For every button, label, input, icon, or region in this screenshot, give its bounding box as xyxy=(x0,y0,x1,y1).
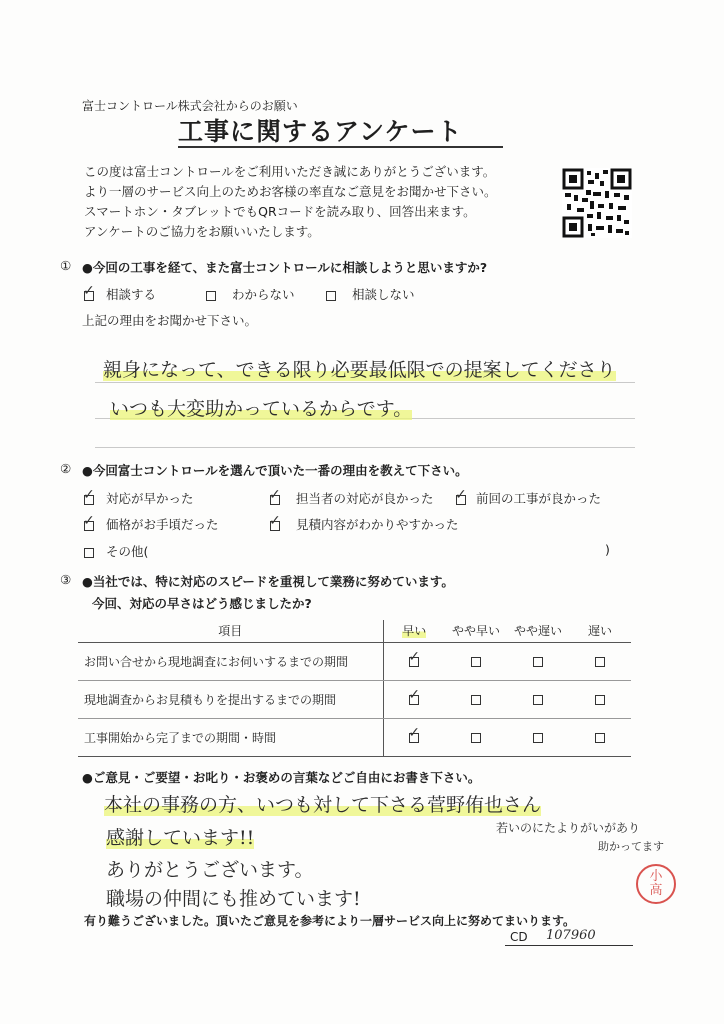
q3-number: ③ xyxy=(60,572,72,587)
checkbox[interactable] xyxy=(533,695,543,705)
personal-seal-stamp: 小 高 xyxy=(636,864,676,904)
checkbox-checked[interactable] xyxy=(270,495,280,505)
q2-option-staff[interactable] xyxy=(270,489,434,507)
column-header: やや早い xyxy=(445,620,507,642)
intro-line-4: アンケートのご協力をお願いいたします。 xyxy=(84,224,320,239)
table-row xyxy=(78,718,631,756)
column-header: やや遅い xyxy=(507,620,569,642)
q2-option-label: 見積内容がわかりやすかった xyxy=(295,517,459,532)
intro-line-3: スマートホン・タブレットでもQRコードを読み取り、回答出来ます。 xyxy=(84,204,476,219)
cd-underline xyxy=(505,945,633,946)
q1-reason-prompt: 上記の理由をお聞かせ下さい。 xyxy=(82,313,258,328)
footer-thanks: 有り難うございました。頂いたご意見を参考により一層サービス向上に努めてまいります。 xyxy=(84,914,576,928)
checkbox-checked[interactable] xyxy=(270,521,280,531)
checkbox[interactable] xyxy=(471,657,481,667)
checkbox[interactable] xyxy=(595,695,605,705)
q3-question-2: 今回、対応の早さはどう感じましたか? xyxy=(92,596,312,611)
q1-option-label: 相談する xyxy=(105,287,156,302)
q2-option-label: 対応が早かった xyxy=(105,491,194,506)
q4-side-note-2: 助かってます xyxy=(598,840,664,853)
q1-number: ① xyxy=(60,258,72,273)
q2-option-fast[interactable] xyxy=(84,489,194,507)
q2-option-label: 価格がお手頃だった xyxy=(105,517,219,532)
checkbox[interactable] xyxy=(595,733,605,743)
q1-option-no[interactable] xyxy=(326,285,415,303)
q4-answer-line-1: 本社の事務の方、いつも対して下さる菅野侑也さん xyxy=(104,794,542,816)
q4-side-note-1: 若いのにたよりがいがあり xyxy=(496,821,641,835)
q3-question: ●当社では、特に対応のスピードを重視して業務に努めています。 xyxy=(82,574,454,589)
checkbox[interactable] xyxy=(595,657,605,667)
checkbox[interactable] xyxy=(84,548,94,558)
checkbox[interactable] xyxy=(533,657,543,667)
checkbox-checked[interactable] xyxy=(84,495,94,505)
row-item: 工事開始から完了までの期間・時間 xyxy=(78,718,383,756)
q2-option-price[interactable] xyxy=(84,515,219,533)
column-header: 早い xyxy=(383,620,445,642)
q2-other-label: その他( xyxy=(105,544,149,559)
page-title: 工事に関するアンケート xyxy=(178,117,463,146)
q2-option-label: 前回の工事が良かった xyxy=(475,491,601,506)
q1-option-consult[interactable] xyxy=(84,285,156,303)
checkbox-checked[interactable] xyxy=(409,695,419,705)
checkbox[interactable] xyxy=(326,291,336,301)
cd-value: 107960 xyxy=(546,928,596,943)
cd-label: CD xyxy=(510,930,528,944)
checkbox-checked[interactable] xyxy=(84,521,94,531)
q2-other-close: ) xyxy=(605,542,610,557)
q4-answer-line-4: 職場の仲間にも推めています! xyxy=(106,888,361,910)
q4-answer-line-2: 感謝しています!! xyxy=(106,827,255,849)
q1-option-unsure[interactable] xyxy=(206,285,295,303)
q1-option-label: 相談しない xyxy=(351,287,415,302)
q1-option-label: わからない xyxy=(231,287,295,302)
checkbox[interactable] xyxy=(533,733,543,743)
qr-code-icon xyxy=(562,168,632,238)
q2-option-label: 担当者の対応が良かった xyxy=(295,491,434,506)
column-header: 項目 xyxy=(78,620,383,642)
q1-question: ●今回の工事を経て、また富士コントロールに相談しようと思いますか? xyxy=(82,260,488,275)
checkbox[interactable] xyxy=(471,733,481,743)
q2-number: ② xyxy=(60,461,72,476)
column-header: 遅い xyxy=(569,620,631,642)
title-underline xyxy=(178,146,503,148)
row-item: お問い合せから現地調査にお伺いするまでの期間 xyxy=(78,642,383,680)
table-row xyxy=(78,680,631,718)
company-note: 富士コントロール株式会社からのお願い xyxy=(82,99,298,113)
checkbox[interactable] xyxy=(206,291,216,301)
q4-question: ●ご意見・ご要望・お叱り・お褒めの言葉などご自由にお書き下さい。 xyxy=(82,770,481,785)
answer-line xyxy=(95,382,635,383)
intro-line-1: この度は富士コントロールをご利用いただき誠にありがとうございます。 xyxy=(84,164,496,179)
table-row xyxy=(78,642,631,680)
q2-option-other[interactable] xyxy=(84,542,148,560)
checkbox-checked[interactable] xyxy=(409,733,419,743)
q2-option-estimate[interactable] xyxy=(270,515,459,533)
intro-line-2: より一層のサービス向上のためお客様の率直なご意見をお聞かせ下さい。 xyxy=(84,184,497,199)
checkbox-checked[interactable] xyxy=(456,495,466,505)
speed-rating-table xyxy=(78,620,631,757)
q1-answer-line-1: 親身になって、できる限り必要最低限での提案してくださり xyxy=(103,359,616,381)
q2-question: ●今回富士コントロールを選んで頂いた一番の理由を教えて下さい。 xyxy=(82,463,468,478)
checkbox-checked[interactable] xyxy=(409,657,419,667)
q2-option-previous[interactable] xyxy=(456,489,601,507)
table-header-row xyxy=(78,620,631,642)
answer-line xyxy=(95,447,635,448)
q1-answer-line-2: いつも大変助かっているからです。 xyxy=(110,398,413,420)
checkbox-checked[interactable] xyxy=(84,291,94,301)
q4-answer-line-3: ありがとうございます。 xyxy=(106,859,314,881)
checkbox[interactable] xyxy=(471,695,481,705)
row-item: 現地調査からお見積もりを提出するまでの期間 xyxy=(78,680,383,718)
